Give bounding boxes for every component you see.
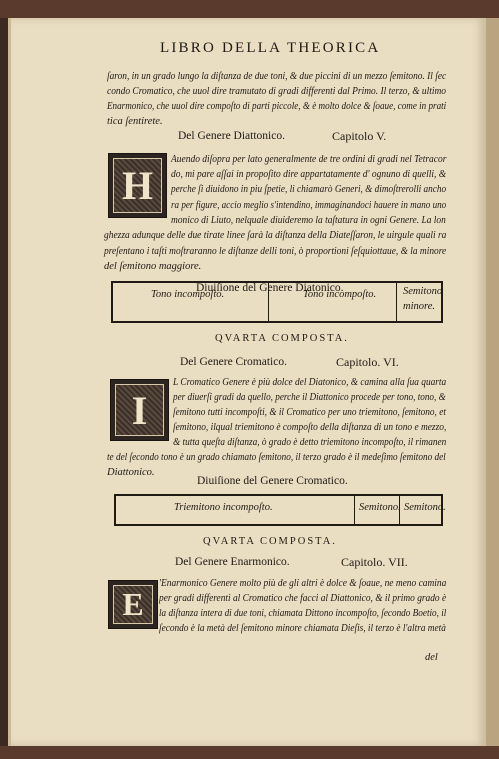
- top-edge: [0, 0, 499, 18]
- text-line: preſentano i taſti moſtraranno le diſtanze delli toni, ò proportioni ſeſquiottaue, & la minore: [104, 246, 447, 257]
- division-marker: [354, 496, 355, 524]
- text-line: monico di Liuto, nelquale diuideremo la taſtatura in ogni Genere. La lon: [171, 215, 446, 226]
- text-line: do, mi pare aſſai in propoſito dire appartatamente d' ognuno di quelli, &: [171, 169, 447, 180]
- text-line: L Cromatico Genere è più dolce del Diatonico, & camina alla ſua quarta: [173, 377, 447, 388]
- text-line: condo Cromatico, che uuol dire tramutato di gradi differenti dal Primo. Il terzo, & ultimo: [107, 86, 447, 97]
- initial-letter: H: [121, 163, 154, 208]
- text-line: ſecondo è la metà del ſemitono minore chiamata Dieſis, il terzo è l'altra metà: [159, 623, 446, 634]
- text-line: per gradi differenti al Cromatico che facci al Diattonico, & il primo grado è: [159, 593, 447, 604]
- division-marker: [396, 283, 397, 321]
- page-edge: [486, 18, 499, 746]
- text-line: te del ſecondo tono è un grado chiamato ſemitono, il terzo grado è il medeſimo ſemitono del: [107, 452, 446, 463]
- division-title: Diuiſione del Genere Diatonico.: [196, 282, 344, 294]
- text-line: del ſemitono maggiore.: [104, 261, 202, 272]
- text-line: Auendo diſopra per lato generalmente de tre ordini di gradi nel Tetracor: [171, 154, 447, 165]
- decorated-initial: [110, 379, 169, 441]
- division-diagram: [111, 281, 443, 323]
- text-line: ſemitono, ilqual triemitono è compoſto della diſtanza di un tono e mezzo,: [173, 422, 447, 433]
- cell-label: minore.: [403, 301, 435, 312]
- initial-letter: I: [131, 387, 148, 433]
- cell-label: Semitono: [403, 286, 443, 297]
- cell-label: Triemitono incompoſto.: [174, 502, 273, 513]
- text-line: la diſtanza intera di due toni, chiamata Dittono incompoſto, ſecondo Boetio, il: [159, 608, 447, 619]
- running-title: LIBRO DELLA THEORICA: [160, 40, 381, 56]
- text-line: & tutta queſta diſtanza, ò grado è detto triemitono incompoſto, il rimanen: [173, 437, 447, 448]
- text-line: Enarmonico, che uuol dire compoſto di parti piccole, & è molto dolce & ſoaue, come in prati: [107, 101, 447, 112]
- chapter-label: Capitolo. VI.: [336, 355, 399, 369]
- text-line: perche ſi diuidono in piu ſpetie, li chiamarò Generi, & dimoſtrerolli ancho: [171, 184, 447, 195]
- division-title: Diuiſione del Genere Cromatico.: [197, 475, 348, 487]
- quarta-label: QVARTA COMPOSTA.: [203, 536, 337, 547]
- text-line: Diattonico.: [107, 467, 155, 478]
- text-line: tica ſentirete.: [107, 116, 163, 127]
- text-line: ra per figure, accio meglio s'intendino, immaginandoci hauere in mano uno: [171, 200, 447, 211]
- cell-label: Semitono.: [404, 502, 446, 513]
- section-title: Del Genere Diattonico.: [178, 130, 285, 142]
- catchword: del: [425, 652, 438, 663]
- section-title: Del Genere Cromatico.: [180, 356, 287, 368]
- decorated-initial: [108, 153, 167, 218]
- section-title: Del Genere Enarmonico.: [175, 556, 290, 568]
- cell-label: Semitono.: [359, 502, 401, 513]
- division-diagram: [114, 494, 446, 526]
- initial-letter: E: [122, 586, 144, 622]
- text-line: per diuerſi gradi da quello, perche il Diattonico procede per tono, tono, &: [173, 392, 446, 403]
- text-line: ſemitono tutti incompoſti, & il Cromatico per uno triemitono, ſemitono, et: [173, 407, 446, 418]
- chapter-label: Capitolo. VII.: [341, 555, 408, 569]
- cell-label: Tono incompoſto.: [151, 289, 225, 300]
- text-line: 'Enarmonico Genere molto più de gli altri è dolce & ſoaue, ne meno camina: [159, 578, 447, 589]
- decorated-initial: [108, 580, 158, 629]
- bottom-edge: [0, 746, 499, 759]
- text-line: ſaron, in un grado lungo la diſtanza de due toni, & due piccini di un mezzo ſemitono. Il ſec: [107, 71, 447, 82]
- text-line: ghezza adunque delle due tirate linee ſarà la diſtanza della Diateſſaron, le uirgule quali ra: [104, 230, 447, 241]
- chapter-label: Capitolo V.: [332, 129, 387, 143]
- quarta-label: QVARTA COMPOSTA.: [215, 333, 349, 344]
- cell-label: Tono incompoſto.: [303, 289, 377, 300]
- division-marker: [268, 283, 269, 321]
